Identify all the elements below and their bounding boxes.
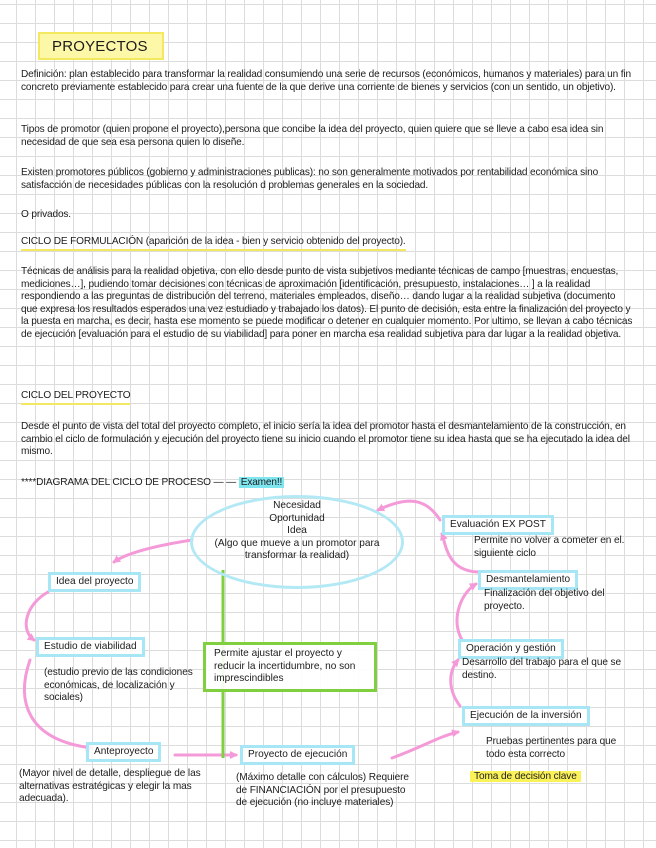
diagram-heading-line: [21, 477, 284, 490]
arrow-ellipse-to-idea: [114, 540, 192, 562]
desmantelamiento-box: Desmantelamiento: [478, 570, 578, 590]
idea-text: Idea: [287, 525, 307, 537]
proyecto-ejecucion-box: Proyecto de ejecución: [240, 745, 355, 765]
exam-tag: Examen!!: [240, 477, 283, 488]
promoter-types-paragraph: Tipos de promotor (quien propone el proyecto),persona que concibe la idea del proyecto, quien quiere que se lleve a cabo esa idea sin necesidad de que sea esa persona quien lo diseñe.: [21, 124, 604, 148]
arrow-inversion-to-operacion: [451, 660, 460, 706]
estudio-note: (estudio previo de las condiciones económicas, de localización y sociales): [44, 667, 193, 704]
private-promoters-text: O privados.: [21, 209, 71, 220]
desmantelamiento-note: Finalización del objetivo del proyecto.: [484, 588, 605, 612]
decision-note-wrap: [470, 771, 581, 784]
operacion-gestion-box: Operación y gestión: [458, 639, 564, 659]
ellipse-text: [196, 500, 398, 563]
public-promoters-paragraph: Existen promotores públicos (gobierno y administraciones publicas): no son generalmente motivados por rentabilidad económica sino satisfacción de necesidades públicas con la resolución d problemas generales en la sociedad.: [21, 167, 599, 191]
estudio-viabilidad-box: Estudio de viabilidad: [36, 637, 145, 657]
key-decision-highlight: Toma de decisión clave: [470, 771, 581, 782]
diagram-heading: ****DIAGRAMA DEL CICLO DE PROCESO — —: [21, 477, 237, 488]
project-cycle-heading: CICLO DEL PROYECTO: [21, 390, 130, 405]
ejecucion-inversion-box: Ejecución de la inversión: [462, 706, 590, 726]
formulation-cycle-heading: CICLO DE FORMULACIÓN (aparición de la idea - bien y servicio obtenido del proyecto).: [21, 236, 406, 251]
project-cycle-paragraph: Desde el punto de vista del total del proyecto completo, el inicio sería la idea del promotor hasta el desmantelamiento de la construcción, en cambio el ciclo de formulación y ejecución del proyecto tiene su inicio cuando el promotor tiene su idea hasta que se ha ejecutado la idea del mismo.: [21, 421, 630, 458]
ellipse-description: (Algo que mueve a un promotor para transformar la realidad): [214, 537, 380, 562]
evaluacion-note: Permite no volver a cometer en el. siguiente ciclo: [474, 535, 625, 559]
adjust-project-note: Permite ajustar el proyecto y reducir la incertidumbre, no son imprescindibles: [203, 642, 377, 692]
evaluacion-ex-post-box: Evaluación EX POST: [442, 515, 554, 535]
definition-paragraph: Definición: plan establecido para transformar la realidad consumiendo una serie de recursos (económicos, humanos y materiales) para un fin concreto previamente establecido para crear una fuente de la que derive una corriente de bienes y servicios (con un sentido, un objetivo).: [21, 69, 631, 93]
page-title: PROYECTOS: [38, 32, 164, 60]
techniques-paragraph: Técnicas de análisis para la realidad objetiva, con ello desde punto de vista subjetivos mediante técnicas de campo [muestras, encuestas, mediciones…], pudiendo tomar decisiones con técnicas de aproximación [identificación, presupuesto, instalaciones… ] a la realidad respondiendo a las preguntas de distribución del terreno, materiales empleados, diseño… dando lugar a la realidad subjetiva (documento que expresa los resultados esperados una vez estudiado y trabajado los datos). El punto de decisión, esta entre la finalización del proyecto y la puesta en marcha, es decir, hasta ese momento se puede modificar o detener en cualquier momento. Por ultimo, se llevan a cabo técnicas de ejecución [evaluación para el estudio de su viabilidad] para poner en marcha esa realidad subjetiva para dar lugar a la realidad objetiva.: [21, 266, 633, 340]
operacion-note: Desarrollo del trabajo para el que se destino.: [462, 657, 622, 681]
inversion-note: Pruebas pertinentes para que todo esta correcto: [486, 736, 617, 760]
necesidad-text: Necesidad: [273, 500, 321, 511]
arrow-ejecucion-to-inversion: [392, 732, 458, 758]
oportunidad-text: Oportunidad: [269, 512, 325, 524]
arrow-operacion-to-desmantelamiento: [457, 584, 476, 640]
idea-proyecto-box: Idea del proyecto: [48, 572, 141, 592]
proyecto-ejecucion-note: (Máximo detalle con cálculos) Requiere de FINANCIACIÓN por el presupuesto de ejecución (no incluye materiales): [236, 772, 409, 809]
anteproyecto-note: (Mayor nivel de detalle, despliegue de las alternativas estratégicas y elegir la mas adecuada).: [19, 768, 201, 805]
arrow-idea-to-estudio: [26, 592, 48, 640]
anteproyecto-box: Anteproyecto: [86, 742, 161, 762]
